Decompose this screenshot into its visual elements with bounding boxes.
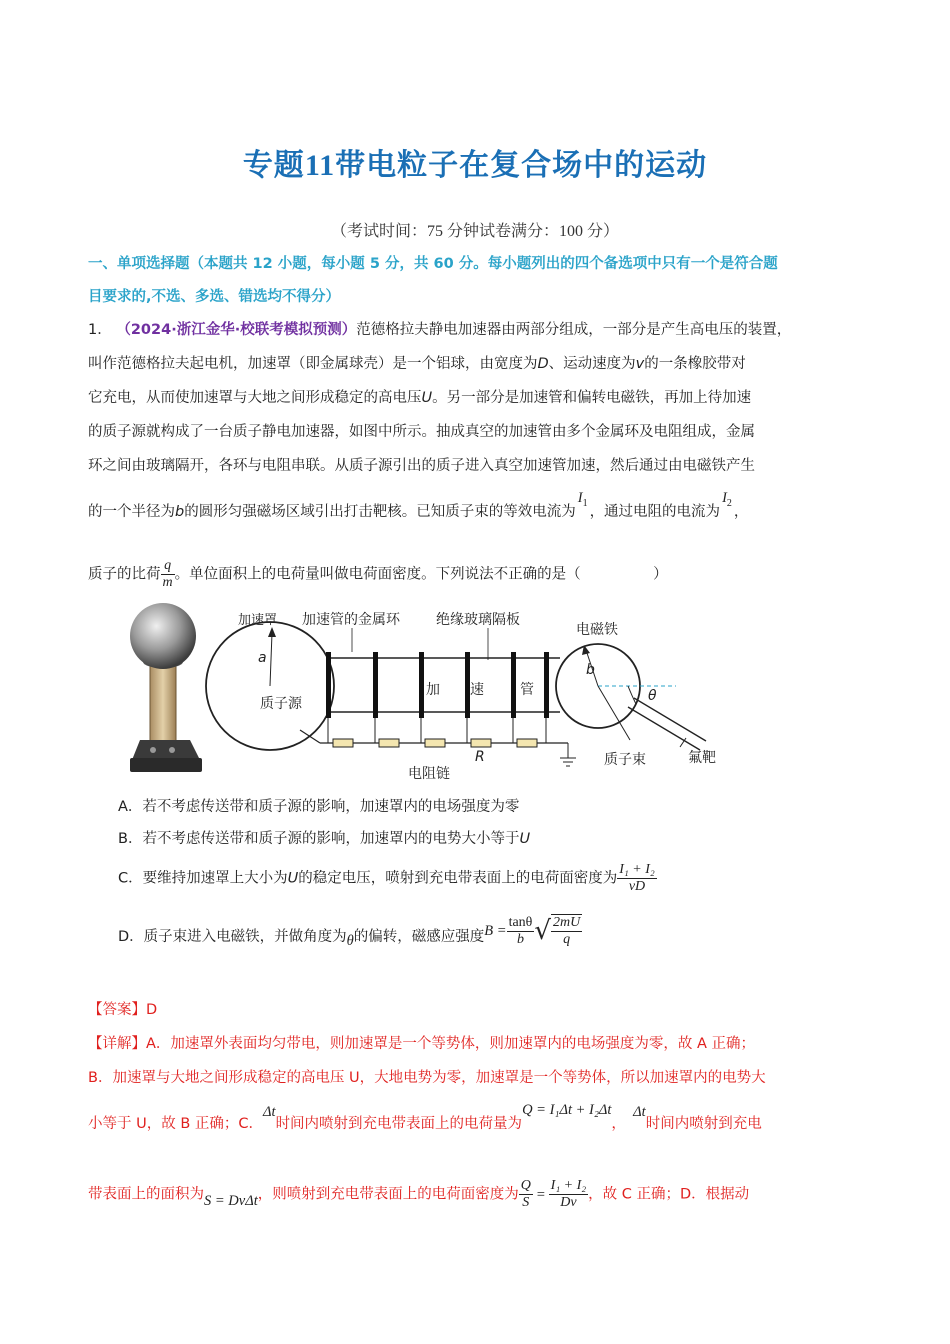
option-D-rnum: 2mU <box>552 915 581 930</box>
option-C-den: vD <box>628 879 646 894</box>
detail-density-frac <box>549 1178 589 1211</box>
detail-f-den: Dv <box>560 1195 577 1210</box>
option-C-var-U: U <box>287 870 299 887</box>
option-D-text-b: 的偏转，磁感应强度 <box>353 929 485 945</box>
detail-line4 <box>88 1178 749 1211</box>
detail-f-num: I₁ + I₂ <box>550 1178 587 1193</box>
option-B-text: B．若不考虑传送带和质子源的影响，加速罩内的电势大小等于 <box>118 831 520 847</box>
frac-m: m <box>162 575 173 590</box>
question-1-line6 <box>88 490 749 523</box>
detail-text-3c: ， <box>611 1116 619 1132</box>
label-proton-beam: 质子束 <box>604 752 646 768</box>
accelerator-diagram <box>120 600 840 790</box>
I1-sub: 1 <box>582 497 588 509</box>
detail-text-4a: 带表面上的面积为 <box>88 1186 204 1203</box>
option-D-text-a: D．质子束进入电磁铁，并做角度为 <box>118 929 347 945</box>
option-D-den: b <box>516 931 524 947</box>
option-A[interactable]: A．若不考虑传送带和质子源的影响，加速罩内的电场强度为零 <box>118 799 520 815</box>
I2-sub: 2 <box>726 497 732 509</box>
question-source: （2024·浙江金华·校联考模拟预测） <box>116 322 357 338</box>
page-title <box>0 140 950 184</box>
option-D-frac <box>507 915 535 948</box>
option-C-fraction <box>617 862 657 895</box>
section-header-line1: 一、单项选择题（本题共 12 小题，每小题 5 分，共 60 分。每小题列出的四个备选项中只有一个是符合题 <box>88 256 778 272</box>
detail-S-formula: S = DvΔt <box>204 1192 258 1209</box>
q1-text-6e: ， <box>733 504 749 520</box>
detail-line1 <box>88 1032 755 1053</box>
q1-text-6c: 的圆形匀强磁场区域引出打击靶核。已知质子束的等效电流为 <box>184 504 576 520</box>
question-1-line5: 环之间由玻璃隔开，各环与电阻串联。从质子源引出的质子进入真空加速管加速，然后通过由电磁铁产生 <box>88 458 755 474</box>
question-1-line4: 的质子源就构成了一台质子静电加速器，如图中所示。抽成真空的加速管由多个金属环及电阻组成，金属 <box>88 424 755 440</box>
label-a: a <box>258 650 267 666</box>
answer-value: D <box>146 1002 158 1018</box>
question-1-line2 <box>88 352 746 373</box>
I1-main: I <box>577 490 583 506</box>
q1-var-D: D <box>537 356 549 372</box>
q1-text-6d: ，通过电阻的电流为 <box>589 504 721 520</box>
detail-eq: = <box>535 1186 546 1203</box>
option-D-root-frac <box>551 914 582 948</box>
label-accel-cover: 加速罩 <box>238 613 278 628</box>
option-D[interactable] <box>118 914 582 954</box>
q1-text-7b: 。单位面积上的电荷量叫做电荷面密度。下列说法不正确的是（ ） <box>174 566 668 583</box>
label-glass-plate: 绝缘玻璃隔板 <box>436 612 520 628</box>
detail-dt-2: Δt <box>633 1104 646 1120</box>
option-D-num: tanθ <box>508 914 533 930</box>
detail-line2: B．加速罩与大地之间形成稳定的高电压 U，大地电势为零，加速罩是一个等势体，所以加速罩内的电势大 <box>88 1070 766 1086</box>
I2-main: I <box>722 490 727 506</box>
q1-var-I1 <box>577 490 588 509</box>
question-number: 1． <box>88 322 112 338</box>
detail-text-4c: ，故 C 正确；D．根据动 <box>588 1186 750 1203</box>
ground-symbol <box>560 743 576 766</box>
section-header-line2: 目要求的,不选、多选、错选均不得分） <box>88 289 341 305</box>
q1-var-v: v <box>635 356 645 372</box>
q1-var-U: U <box>421 390 433 406</box>
q1-text-3a: 它充电，从而使加速罩与大地之间形成稳定的高电压 <box>88 390 422 406</box>
label-b: b <box>586 662 595 678</box>
frac-q: q <box>161 558 175 575</box>
answer-label: 【答案】 <box>88 1002 146 1018</box>
label-fluorine-target: 氟靶 <box>688 750 716 766</box>
option-C-num: I₁ + I₂ <box>619 862 655 877</box>
detail-QS-num: Q <box>520 1178 531 1193</box>
option-D-var-theta: θ <box>346 933 354 949</box>
option-D-B: B = <box>484 923 507 939</box>
radius-a-line <box>270 633 272 686</box>
q1-text-2a: 叫作范德格拉夫起电机，加速罩（即金属球壳）是一个铝球，由宽度为 <box>88 356 538 372</box>
van-de-graaff-photo <box>130 603 202 772</box>
q1-text-1: 范德格拉夫静电加速器由两部分组成，一部分是产生高电压的装置， <box>356 322 792 338</box>
option-B[interactable] <box>118 827 530 848</box>
option-D-rden: q <box>563 932 571 947</box>
title-number: 11 <box>304 149 336 182</box>
title-text: 带电粒子在复合场中的运动 <box>335 148 708 183</box>
detail-QS-frac <box>519 1178 533 1211</box>
option-C-text-b: 的稳定电压，喷射到充电带表面上的电荷面密度为 <box>298 870 618 887</box>
option-C-text-a: C．要维持加速罩上大小为 <box>118 870 288 887</box>
q1-text-3b: 。另一部分是加速管和偏转电磁铁，再加上待加速 <box>432 390 752 406</box>
label-resistor-chain: 电阻链 <box>408 766 450 782</box>
detail-text-3d: 时间内喷射到充电 <box>645 1116 762 1132</box>
option-C[interactable] <box>118 862 657 895</box>
detail-text-1: A．加速罩外表面均匀带电，则加速罩是一个等势体，则加速罩内的电场强度为零，故 A 正确； <box>146 1036 756 1052</box>
detail-dt-1: Δt <box>263 1104 276 1120</box>
q1-text-6a: 的一个半径为 <box>88 504 175 520</box>
option-D-formula <box>484 914 582 948</box>
label-metal-ring: 加速管的金属环 <box>302 612 400 628</box>
q1-var-b: b <box>175 504 185 520</box>
label-R: R <box>475 749 485 765</box>
question-1-line7 <box>88 558 668 591</box>
detail-text-4b: ，则喷射到充电带表面上的电荷面密度为 <box>257 1186 519 1203</box>
q1-text-2b: 、运动速度为 <box>548 356 636 372</box>
label-tube-1: 加 <box>426 682 440 698</box>
detail-Q-formula: Q = I₁Δt + I₂Δt <box>522 1102 612 1118</box>
label-theta: θ <box>648 688 657 704</box>
q1-text-7a: 质子的比荷 <box>88 566 161 583</box>
detail-QS-den: S <box>522 1195 530 1210</box>
exam-info: （考试时间：75 分钟试卷满分：100 分） <box>330 223 619 240</box>
option-B-var-U: U <box>519 831 531 847</box>
detail-line3 <box>88 1102 762 1133</box>
q1-var-I2 <box>722 490 732 509</box>
detail-text-3a: 小等于 U，故 B 正确；C． <box>88 1116 264 1132</box>
detail-label: 【详解】 <box>88 1036 146 1052</box>
label-electromagnet: 电磁铁 <box>576 622 618 638</box>
detail-text-3b: 时间内喷射到充电带表面上的电荷量为 <box>275 1116 523 1132</box>
label-tube-3: 管 <box>520 682 534 698</box>
q1-text-2c: 的一条橡胶带对 <box>644 356 746 372</box>
label-proton-source: 质子源 <box>260 696 302 712</box>
title-prefix: 专题 <box>242 148 305 183</box>
question-1-line3 <box>88 386 751 407</box>
sqrt-symbol: √ <box>534 916 551 946</box>
label-tube-2: 速 <box>470 682 484 698</box>
question-1-line1 <box>88 318 791 339</box>
charge-mass-ratio <box>161 558 175 591</box>
answer-line <box>88 998 157 1019</box>
